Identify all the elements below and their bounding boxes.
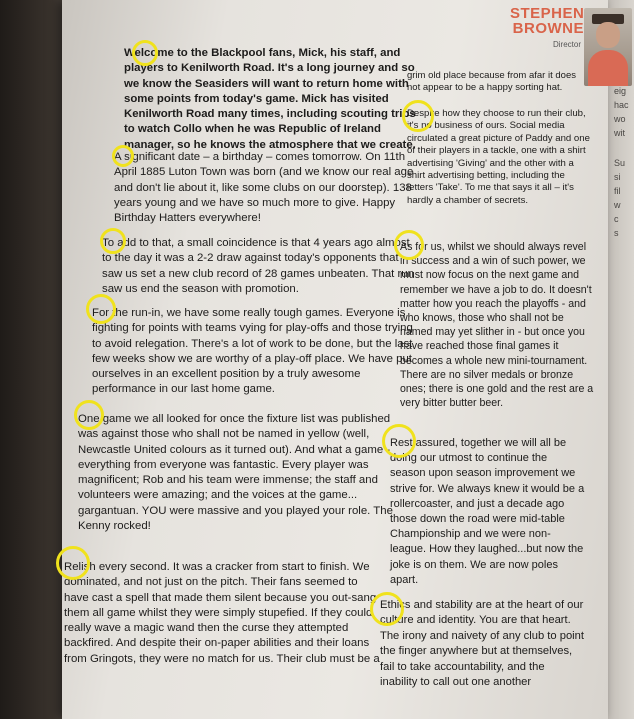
paragraph-birthday: A significant date – a birthday – comes tomorrow. On 11th April 1885 Luton Town was born (and we know our real age and don't lie about it, like some clubs on our doorstep). 138 years young and we have so much more to give. Happy Birthday Hatters everywhere! <box>114 151 414 225</box>
highlight-circle <box>74 400 104 430</box>
highlight-circle <box>56 546 90 580</box>
highlight-circle <box>370 592 404 626</box>
highlight-circle <box>100 228 126 254</box>
author-name-line: BROWNE <box>512 20 584 37</box>
photo-shirt <box>588 50 628 86</box>
next-page-fragment: wit <box>614 128 625 138</box>
programme-page <box>62 0 608 719</box>
paragraph-one-game: One game we all looked for once the fixture list was published was against those who shall not be named in yellow (well, Newcastle United colours as it turned out). And what a game - everything from everyone was fantastic. Every player was magnificent; Rob and his team were immense; the staff and volunteers were amazing; and the voices at the game... gargantuan. YOU were massive and you played your role. The Kenny rocked! <box>78 413 393 533</box>
next-page-fragment: w <box>614 200 621 210</box>
paragraph-coincidence: To add to that, a small coincidence is that 4 years ago almost to the day it was a 2-2 draw against today's opponents that saw us set a new club record of 28 games unbeaten. That run saw us end the season with promotion. <box>102 237 414 295</box>
author-name-line: STEPHEN <box>510 5 585 22</box>
paragraph-grim-old-place: grim old place because from afar it does not appear to be a happy sorting hat. <box>407 70 576 93</box>
highlight-circle <box>394 230 424 260</box>
paragraph-relish: Relish every second. It was a cracker from start to finish. We dominated, and not just on the pitch. Their fans seemed to have cast a spell that made them silent because you out-sang them all game whilst they were simply stupefied. If they could really wave a magic wand then the curse they attempted backfired. And despite their on-paper abilities and their loans from Gringots, they were no match for us. Their club must be a <box>64 561 380 665</box>
highlight-circle <box>112 145 134 167</box>
highlight-circle <box>382 424 416 458</box>
paragraph-as-for-us: As for us, whilst we should always revel in success and a win of such power, we must now focus on the next game and remember we have a job to do. It doesn't matter how you reach the playoffs - and who knows, those who shall not be named may yet slither in - but once you have reached those final games it becomes a whole new mini-tournament. There are no silver medals or bronze ones; there is one gold and the rest are a very bitter butter beer. <box>400 241 594 410</box>
highlight-circle <box>132 40 158 66</box>
paragraph-despite: Despite how they choose to run their club, it's no business of ours. Social media circulated a great picture of Paddy and one of their players in a tackle, one with a shirt advertising 'Giving' and the other with a shirt advertising betting, including the letters 'Take'. To me that says it all – it's hardly a chamber of secrets. <box>407 108 590 206</box>
paragraph-rest-assured: Rest assured, together we will all be doing our utmost to continue the season upon season improvement we strive for. We always knew it would be a rollercoaster, and just a decade ago those down the road were mid-table Championship and we were non-league. How they laughed...but now the joke is on them. We are now poles apart. <box>390 437 585 586</box>
author-name <box>510 6 584 36</box>
next-page-fragment: s <box>614 228 619 238</box>
paragraph-run-in: For the run-in, we have some really tough games. Everyone is fighting for points with teams vying for play-offs and those trying to avoid relegation. There's a lot of work to be done, but the last few weeks show we are worthy of a play-off place. We have put ourselves in an excellent position by a truly awesome performance in our last home game. <box>92 307 413 396</box>
next-page-fragment: si <box>614 172 621 182</box>
next-page-fragment: eig <box>614 86 627 96</box>
photo-face <box>596 22 620 48</box>
paragraph-welcome: Welcome to the Blackpool fans, Mick, his staff, and players to Kenilworth Road. It's a long journey and so we know the Seasiders will want to return home with some points from today's game. Mick has visited Kenilworth Road many times, including scouting trips to watch Collo when he was Republic of Ireland manager, so he knows the atmosphere that we create. <box>124 47 416 151</box>
highlight-circle <box>86 294 116 324</box>
author-role: Director <box>552 40 581 49</box>
next-page-fragment: Su <box>614 158 626 168</box>
paragraph-ethics: Ethics and stability are at the heart of our culture and identity. You are that heart. The irony and naivety of any club to point the finger anywhere but at themselves, fail to take accountability, and the inability to call out one another <box>380 599 584 689</box>
next-page-fragment: fil <box>614 186 621 196</box>
highlight-circle <box>402 100 434 132</box>
next-page-fragment: c <box>614 214 619 224</box>
next-page-fragment: hac <box>614 100 629 110</box>
next-page-fragment: wo <box>614 114 626 124</box>
author-photo <box>584 8 632 86</box>
